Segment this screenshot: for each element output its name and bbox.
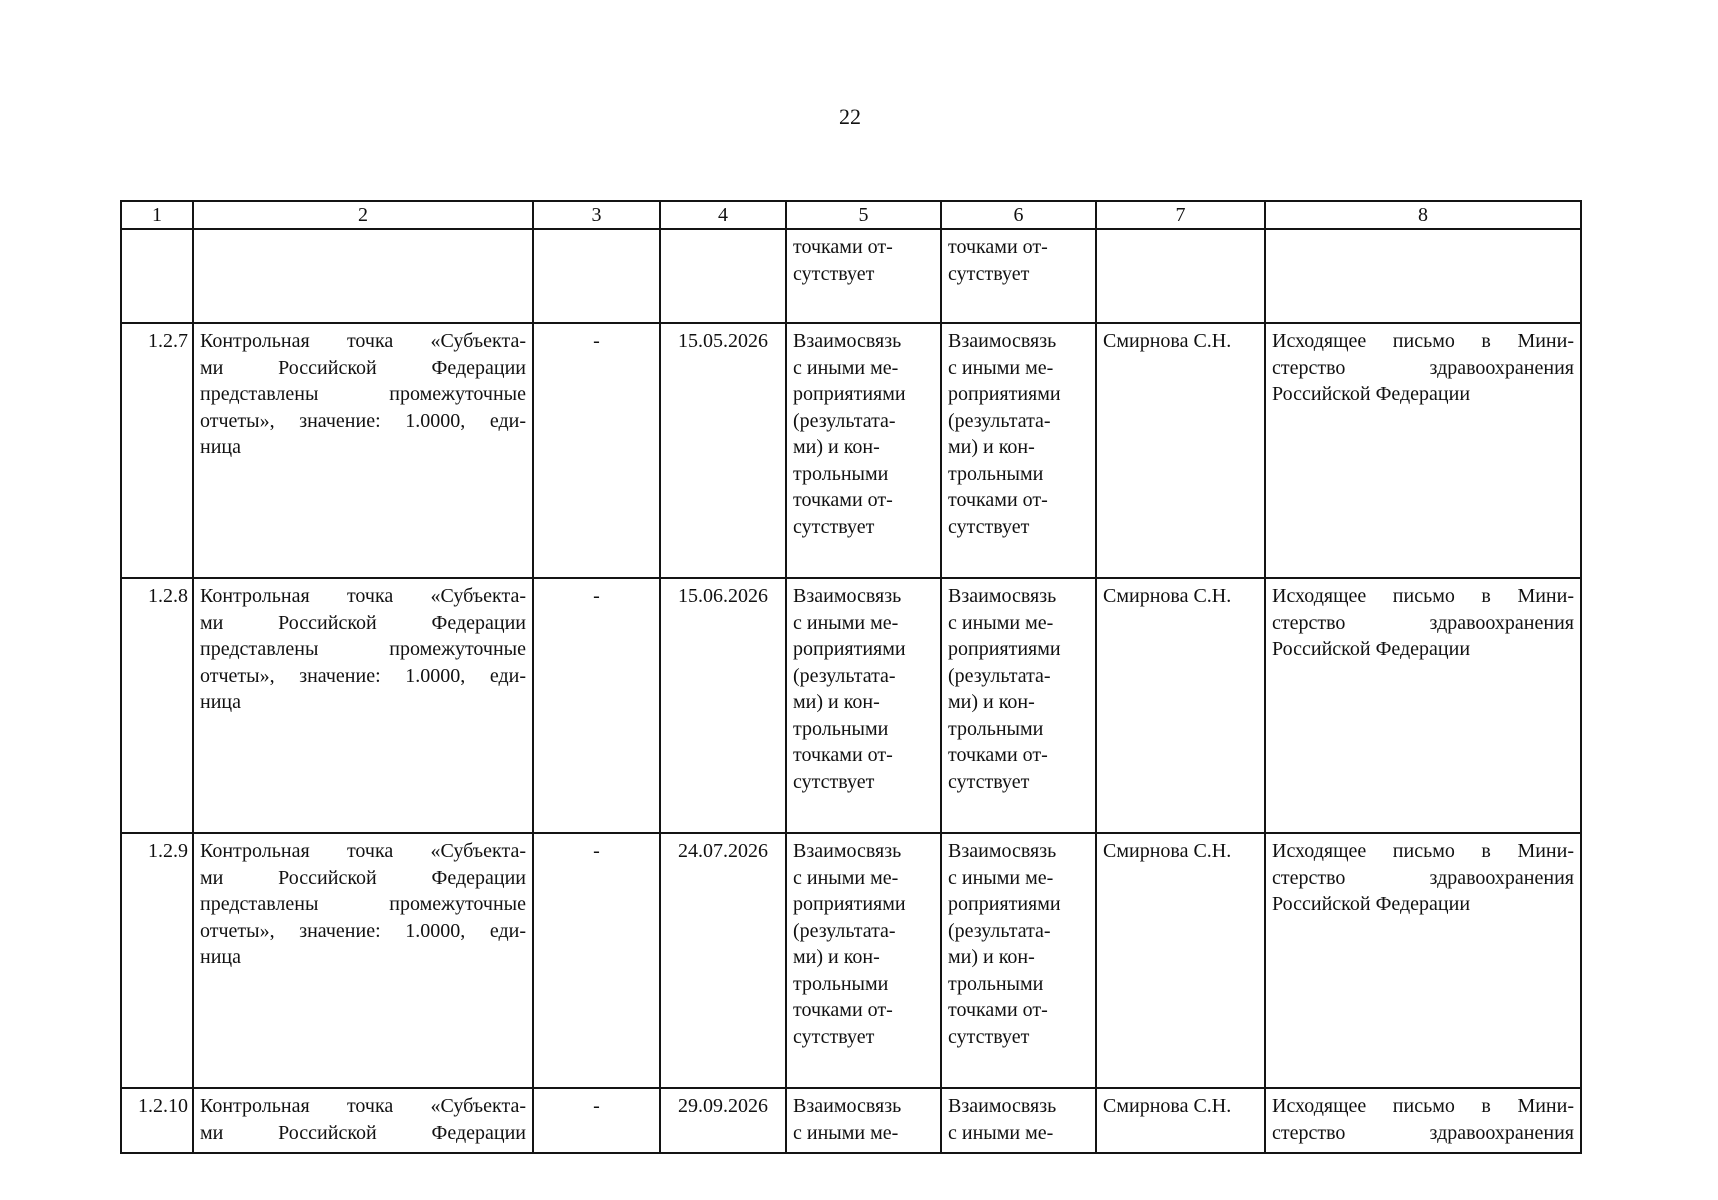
responsible-cell: Смирнова С.Н.: [1096, 1088, 1265, 1153]
text-line: Контрольная точка «Субъекта-: [200, 1095, 526, 1117]
text-line: Российской Федерации: [1272, 893, 1471, 915]
interrelation-cell: [786, 578, 941, 833]
text-line: ница: [200, 946, 241, 968]
text-line: с иными ме-: [948, 611, 1054, 634]
text-line: ница: [200, 436, 241, 458]
text-line: стерство здравоохранения: [1272, 1121, 1574, 1144]
text-line: ми Российской Федерации: [200, 611, 526, 634]
table-row: [121, 578, 1581, 833]
text-line: точками от-: [793, 744, 893, 766]
text-line: (результата-: [793, 664, 896, 687]
text-line: сутствует: [948, 262, 1030, 285]
table-row: [121, 1088, 1581, 1153]
text-line: Взаимосвязь: [948, 585, 1057, 607]
text-line: представлены промежуточные: [200, 893, 526, 915]
text-line: (результата-: [793, 409, 896, 432]
text-line: стерство здравоохранения: [1272, 356, 1574, 379]
text-line: трольными: [948, 972, 1044, 995]
text-line: роприятиями: [948, 383, 1061, 405]
text-line: с иными ме-: [793, 611, 899, 634]
text-line: трольными: [793, 462, 889, 485]
checkpoint-description: [193, 323, 533, 578]
text-line: ми) и кон-: [948, 946, 1035, 968]
column-header: 1: [121, 201, 193, 229]
text-line: (результата-: [948, 664, 1051, 687]
text-line: ми Российской Федерации: [200, 1121, 526, 1144]
interrelation-cell: [941, 1088, 1096, 1153]
text-line: с иными ме-: [793, 1121, 899, 1144]
text-line: Взаимосвязь: [793, 330, 902, 352]
text-line: отчеты», значение: 1.0000, еди-: [200, 919, 526, 942]
checkpoint-description: [193, 833, 533, 1088]
text-line: сутствует: [793, 1025, 875, 1048]
interrelation-cell: [941, 229, 1096, 323]
dash-cell: -: [533, 833, 660, 1088]
text-line: точками от-: [793, 489, 893, 511]
document-cell: [1265, 833, 1581, 1088]
cell-empty: [121, 229, 193, 323]
text-line: сутствует: [793, 770, 875, 793]
text-line: трольными: [948, 717, 1044, 740]
interrelation-cell: [786, 323, 941, 578]
text-line: (результата-: [948, 409, 1051, 432]
date-cell: 29.09.2026: [660, 1088, 786, 1153]
text-line: ница: [200, 691, 241, 713]
text-line: ми) и кон-: [793, 691, 880, 713]
text-line: Исходящее письмо в Мини-: [1272, 1095, 1574, 1117]
text-line: сутствует: [948, 1025, 1030, 1048]
checkpoint-description: [193, 1088, 533, 1153]
text-line: с иными ме-: [793, 866, 899, 889]
text-line: с иными ме-: [793, 356, 899, 379]
text-line: ми Российской Федерации: [200, 866, 526, 889]
text-line: сутствует: [793, 262, 875, 285]
continuation-row: [121, 229, 1581, 323]
page-number: 22: [839, 104, 861, 129]
text-line: сутствует: [948, 770, 1030, 793]
text-line: с иными ме-: [948, 866, 1054, 889]
text-line: точками от-: [793, 999, 893, 1021]
text-line: Российской Федерации: [1272, 638, 1471, 660]
text-line: (результата-: [793, 919, 896, 942]
text-line: роприятиями: [793, 893, 906, 915]
text-line: (результата-: [948, 919, 1051, 942]
text-line: стерство здравоохранения: [1272, 866, 1574, 889]
text-line: трольными: [948, 462, 1044, 485]
date-cell: 24.07.2026: [660, 833, 786, 1088]
date-cell: 15.06.2026: [660, 578, 786, 833]
cell-empty: [1265, 229, 1581, 323]
text-line: Контрольная точка «Субъекта-: [200, 585, 526, 607]
text-line: Исходящее письмо в Мини-: [1272, 585, 1574, 607]
date-cell: 15.05.2026: [660, 323, 786, 578]
column-header: 6: [941, 201, 1096, 229]
document-cell: [1265, 578, 1581, 833]
text-line: ми) и кон-: [793, 436, 880, 458]
text-line: точками от-: [948, 744, 1048, 766]
cell-empty: [1096, 229, 1265, 323]
row-number: 1.2.10: [121, 1088, 193, 1153]
header-row: [121, 201, 1581, 229]
text-line: ми Российской Федерации: [200, 356, 526, 379]
text-line: точками от-: [948, 999, 1048, 1021]
plan-table: [120, 200, 1582, 1154]
dash-cell: -: [533, 1088, 660, 1153]
text-line: точками от-: [948, 489, 1048, 511]
document-cell: [1265, 323, 1581, 578]
responsible-cell: Смирнова С.Н.: [1096, 578, 1265, 833]
text-line: Взаимосвязь: [793, 840, 902, 862]
text-line: Взаимосвязь: [948, 330, 1057, 352]
text-line: Исходящее письмо в Мини-: [1272, 330, 1574, 352]
text-line: представлены промежуточные: [200, 638, 526, 660]
text-line: Взаимосвязь: [948, 1095, 1057, 1117]
text-line: ми) и кон-: [948, 691, 1035, 713]
text-line: отчеты», значение: 1.0000, еди-: [200, 664, 526, 687]
text-line: сутствует: [793, 515, 875, 538]
text-line: Контрольная точка «Субъекта-: [200, 330, 526, 352]
text-line: стерство здравоохранения: [1272, 611, 1574, 634]
interrelation-cell: [941, 578, 1096, 833]
text-line: роприятиями: [948, 893, 1061, 915]
interrelation-cell: [786, 229, 941, 323]
text-line: отчеты», значение: 1.0000, еди-: [200, 409, 526, 432]
column-header: 5: [786, 201, 941, 229]
interrelation-cell: [786, 833, 941, 1088]
responsible-cell: Смирнова С.Н.: [1096, 323, 1265, 578]
dash-cell: -: [533, 578, 660, 833]
table-row: [121, 323, 1581, 578]
text-line: Взаимосвязь: [948, 840, 1057, 862]
text-line: точками от-: [948, 236, 1048, 258]
table-row: [121, 833, 1581, 1088]
column-header: 3: [533, 201, 660, 229]
cell-empty: [533, 229, 660, 323]
cell-empty: [660, 229, 786, 323]
text-line: Исходящее письмо в Мини-: [1272, 840, 1574, 862]
dash-cell: -: [533, 323, 660, 578]
interrelation-cell: [941, 833, 1096, 1088]
text-line: роприятиями: [793, 383, 906, 405]
interrelation-cell: [941, 323, 1096, 578]
text-line: точками от-: [793, 236, 893, 258]
text-line: сутствует: [948, 515, 1030, 538]
text-line: трольными: [793, 972, 889, 995]
text-line: Взаимосвязь: [793, 585, 902, 607]
text-line: с иными ме-: [948, 1121, 1054, 1144]
column-header: 2: [193, 201, 533, 229]
interrelation-cell: [786, 1088, 941, 1153]
text-line: ми) и кон-: [948, 436, 1035, 458]
text-line: представлены промежуточные: [200, 383, 526, 405]
column-header: 4: [660, 201, 786, 229]
cell-empty: [193, 229, 533, 323]
document-cell: [1265, 1088, 1581, 1153]
checkpoint-description: [193, 578, 533, 833]
text-line: роприятиями: [948, 638, 1061, 660]
text-line: трольными: [793, 717, 889, 740]
text-line: роприятиями: [793, 638, 906, 660]
row-number: 1.2.7: [121, 323, 193, 578]
row-number: 1.2.8: [121, 578, 193, 833]
text-line: Российской Федерации: [1272, 383, 1471, 405]
column-header: 8: [1265, 201, 1581, 229]
text-line: ми) и кон-: [793, 946, 880, 968]
text-line: с иными ме-: [948, 356, 1054, 379]
text-line: Контрольная точка «Субъекта-: [200, 840, 526, 862]
text-line: Взаимосвязь: [793, 1095, 902, 1117]
row-number: 1.2.9: [121, 833, 193, 1088]
column-header: 7: [1096, 201, 1265, 229]
responsible-cell: Смирнова С.Н.: [1096, 833, 1265, 1088]
